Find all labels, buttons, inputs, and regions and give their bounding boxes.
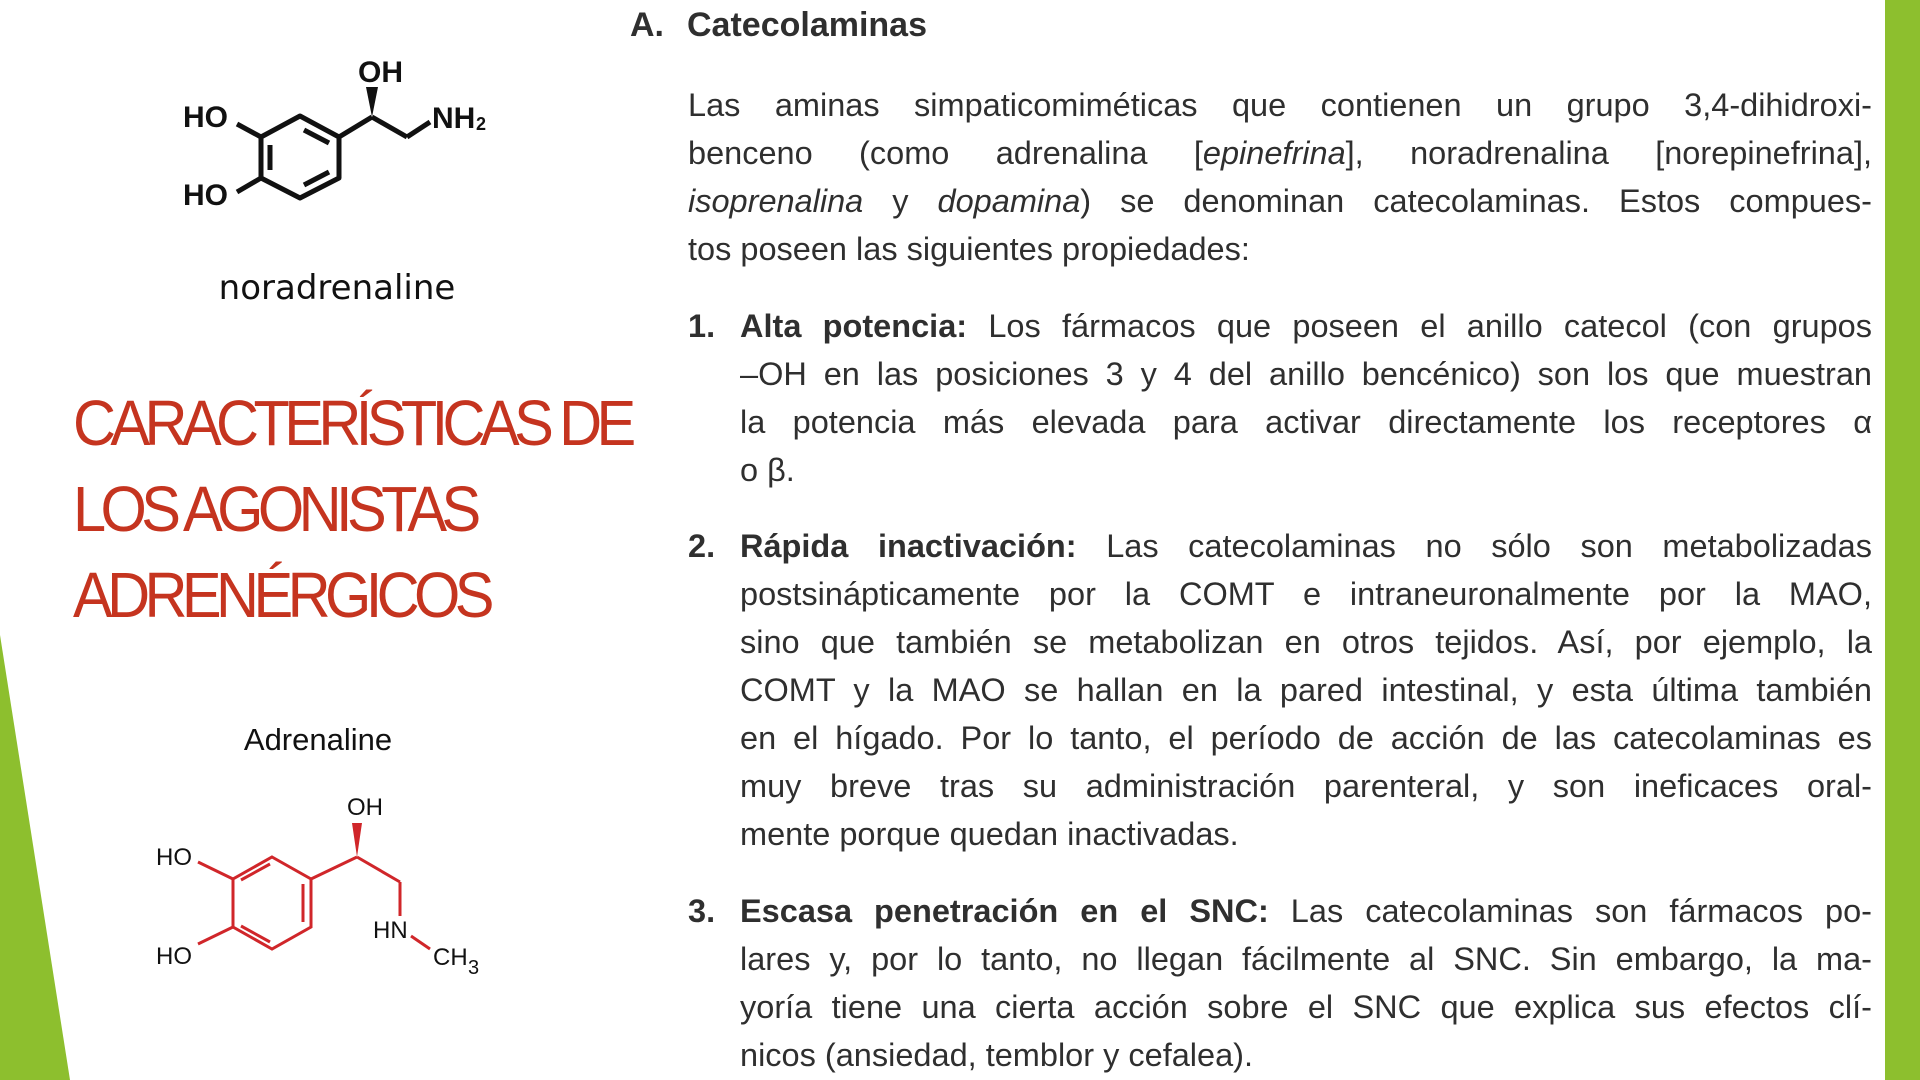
noradrenaline-nh: NH <box>432 102 476 135</box>
noradrenaline-nh2-subscript: 2 <box>476 114 487 134</box>
adrenaline-ch: CH <box>433 944 468 971</box>
text-line <box>740 935 1872 983</box>
text-line <box>688 177 1872 225</box>
text-segment: Las aminas simpaticomiméticas que contienen un grupo 3,4-dihidroxi- <box>688 87 1872 123</box>
noradrenaline-oh: OH <box>358 56 403 89</box>
italic-term: isoprenalina <box>688 183 864 219</box>
text-segment: ], noradrenalina [norepinefrina], <box>1345 135 1873 171</box>
text-segment: benceno (como adrenalina [ <box>688 135 1203 171</box>
text-line <box>740 570 1872 618</box>
text-line <box>688 129 1872 177</box>
property-item-2 <box>688 522 1872 858</box>
text-line <box>740 1031 1872 1079</box>
text-line <box>740 398 1872 446</box>
item-text <box>740 302 1872 494</box>
text-segment: y <box>863 183 938 219</box>
italic-term: epinefrina <box>1202 135 1346 171</box>
text-segment: COMT y la MAO se hallan en la pared intestinal, y esta última también <box>740 672 1872 708</box>
item-number: 3. <box>688 893 716 929</box>
text-line <box>740 762 1872 810</box>
adrenaline-ho-top: HO <box>156 844 192 871</box>
item-text <box>740 522 1872 858</box>
text-segment: Las catecolaminas son fármacos po- <box>1268 893 1872 929</box>
green-accent-bar <box>1885 0 1920 1080</box>
title-line: ADRENÉRGICOS <box>73 559 489 631</box>
text-segment: mente porque quedan inactivadas. <box>740 816 1239 852</box>
text-line <box>688 225 1872 273</box>
text-line <box>740 714 1872 762</box>
noradrenaline-label: noradrenaline <box>218 268 456 308</box>
text-line <box>740 983 1872 1031</box>
text-line <box>740 810 1872 858</box>
text-line <box>740 350 1872 398</box>
adrenaline-oh: OH <box>347 794 383 821</box>
text-segment: ) se denominan catecolaminas. Estos compues- <box>1080 183 1872 219</box>
noradrenaline-ho-bottom: HO <box>183 179 228 212</box>
text-segment: sino que también se metabolizan en otros tejidos. Así, por ejemplo, la <box>740 624 1872 660</box>
text-segment: Las catecolaminas no sólo son metabolizadas <box>1076 528 1872 564</box>
text-segment: postsinápticamente por la COMT e intraneuronalmente por la MAO, <box>740 576 1872 612</box>
text-segment: en el hígado. Por lo tanto, el período de acción de las catecolaminas es <box>740 720 1872 756</box>
intro-paragraph <box>688 81 1872 273</box>
text-line <box>740 522 1872 570</box>
title-line: CARACTERÍSTICAS DE <box>73 387 631 459</box>
adrenaline-hn: HN <box>373 917 408 944</box>
text-line <box>740 887 1872 935</box>
italic-term: dopamina <box>937 183 1081 219</box>
title-line: LOS AGONISTAS <box>73 473 476 545</box>
item-label: Alta potencia: <box>740 308 968 344</box>
text-segment: o β. <box>740 452 795 488</box>
adrenaline-ho-bottom: HO <box>156 943 192 970</box>
item-text <box>740 887 1872 1079</box>
text-segment: Los fármacos que poseen el anillo catecol (con grupos <box>967 308 1872 344</box>
property-item-1 <box>688 302 1872 494</box>
text-line <box>688 81 1872 129</box>
section-number: A. <box>630 6 664 44</box>
text-line <box>740 302 1872 350</box>
item-label: Escasa penetración en el SNC: <box>740 893 1269 929</box>
text-segment: yoría tiene una cierta acción sobre el SNC que explica sus efectos clí- <box>740 989 1872 1025</box>
property-item-3 <box>688 887 1872 1079</box>
section-heading <box>630 6 927 45</box>
adrenaline-label: Adrenaline <box>243 722 393 757</box>
text-segment: –OH en las posiciones 3 y 4 del anillo bencénico) son los que muestran <box>740 356 1872 392</box>
text-segment: muy breve tras su administración parenteral, y son ineficaces oral- <box>740 768 1872 804</box>
adrenaline-ch3-subscript: 3 <box>468 957 480 979</box>
item-label: Rápida inactivación: <box>740 528 1077 564</box>
text-segment: la potencia más elevada para activar directamente los receptores α <box>740 404 1872 440</box>
text-segment: tos poseen las siguientes propiedades: <box>688 231 1250 267</box>
item-number: 1. <box>688 308 716 344</box>
noradrenaline-ho-top: HO <box>183 101 228 134</box>
text-segment: lares y, por lo tanto, no llegan fácilmente al SNC. Sin embargo, la ma- <box>740 941 1872 977</box>
text-line <box>740 446 1872 494</box>
text-segment: nicos (ansiedad, temblor y cefalea). <box>740 1037 1254 1073</box>
item-number: 2. <box>688 528 716 564</box>
section-title: Catecolaminas <box>687 6 927 44</box>
text-line <box>740 618 1872 666</box>
text-line <box>740 666 1872 714</box>
slide-title <box>73 380 631 638</box>
